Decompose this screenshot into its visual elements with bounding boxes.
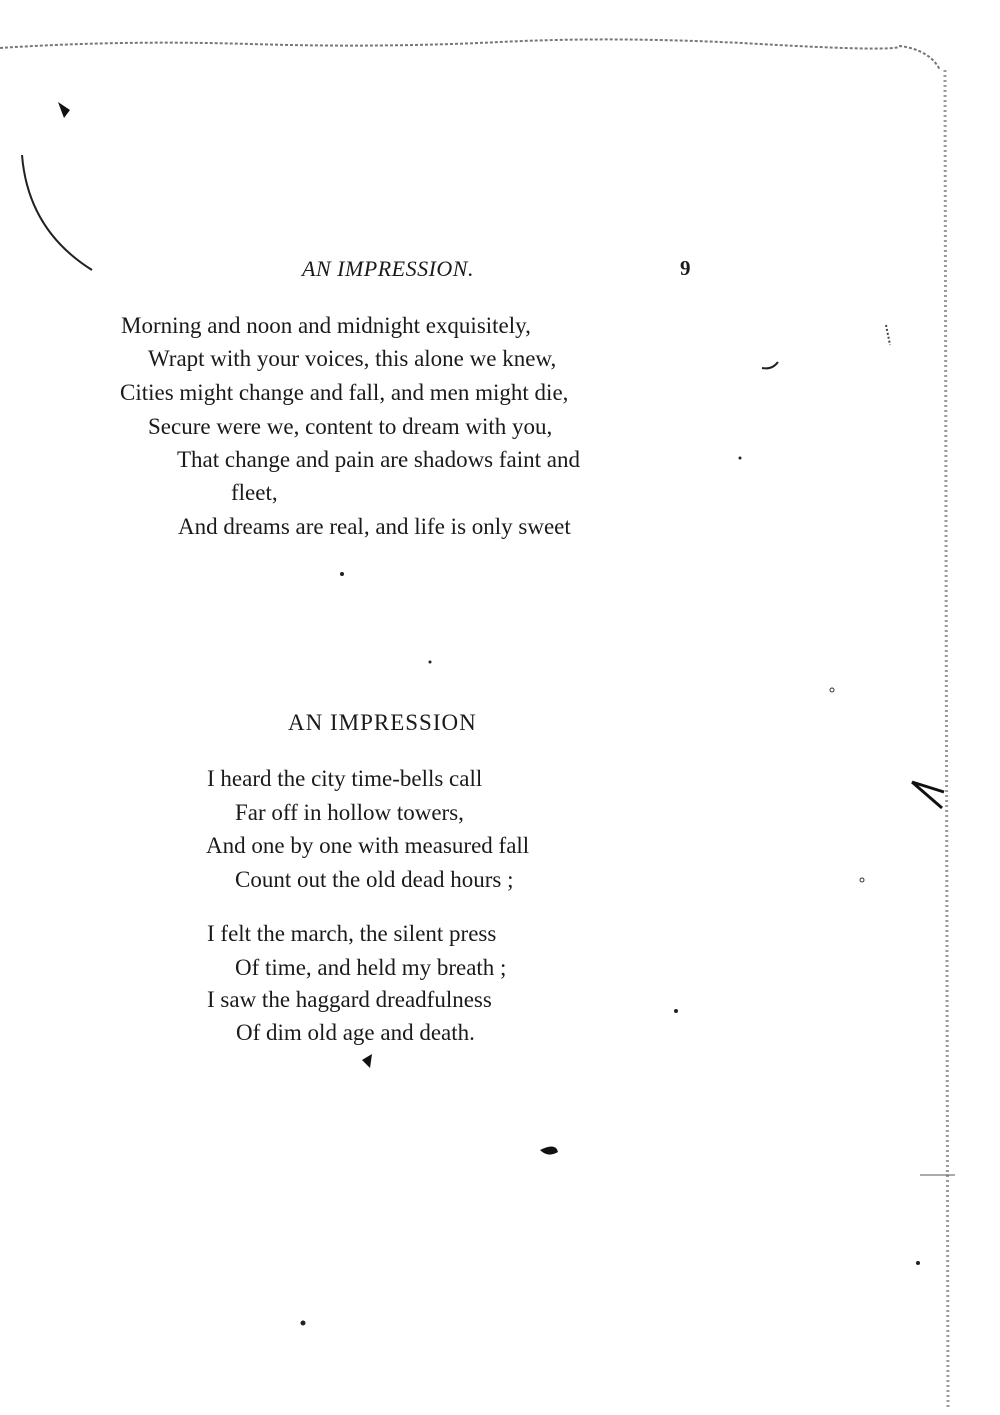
verse-line: And dreams are real, and life is only sweet [178, 514, 571, 539]
dot-5 [739, 457, 742, 460]
mark-1 [762, 362, 778, 368]
right-bracket-mark [912, 782, 944, 808]
dot-1 [340, 572, 344, 576]
verse-line: And one by one with measured fall [206, 833, 530, 858]
dot-7 [860, 878, 864, 882]
blot-1 [58, 102, 70, 118]
verse-line: Of time, and held my breath ; [235, 955, 507, 980]
dot-6 [429, 661, 432, 664]
verse-line: I saw the haggard dreadfulness [207, 987, 492, 1012]
blot-2 [540, 1146, 558, 1154]
dot-4 [674, 1009, 678, 1013]
mark-2 [886, 325, 890, 345]
dot-3 [916, 1261, 920, 1265]
verse-line: fleet, [231, 480, 278, 505]
left-curve-mark [22, 155, 92, 270]
verse-line: Of dim old age and death. [236, 1020, 475, 1045]
dot-2 [301, 1321, 306, 1326]
verse-line: That change and pain are shadows faint and [177, 447, 580, 472]
verse-line: Count out the old dead hours ; [235, 867, 514, 892]
running-title: AN IMPRESSION. [302, 256, 474, 281]
running-header [0, 256, 1000, 290]
verse-line: I felt the march, the silent press [207, 921, 497, 946]
dot-8 [830, 688, 834, 692]
verse-line: Cities might change and fall, and men might die, [120, 380, 569, 405]
verse-line: Secure were we, content to dream with you, [148, 414, 553, 439]
verse-line: I heard the city time-bells call [207, 766, 483, 791]
top-edge-stain [0, 39, 940, 70]
poem-title: AN IMPRESSION [288, 710, 477, 735]
page-number: 9 [680, 256, 691, 280]
verse-line: Wrapt with your voices, this alone we knew, [148, 346, 557, 371]
verse-line: Far off in hollow towers, [235, 800, 464, 825]
verse-line: Morning and noon and midnight exquisitely, [121, 313, 531, 338]
blot-3 [362, 1054, 372, 1068]
